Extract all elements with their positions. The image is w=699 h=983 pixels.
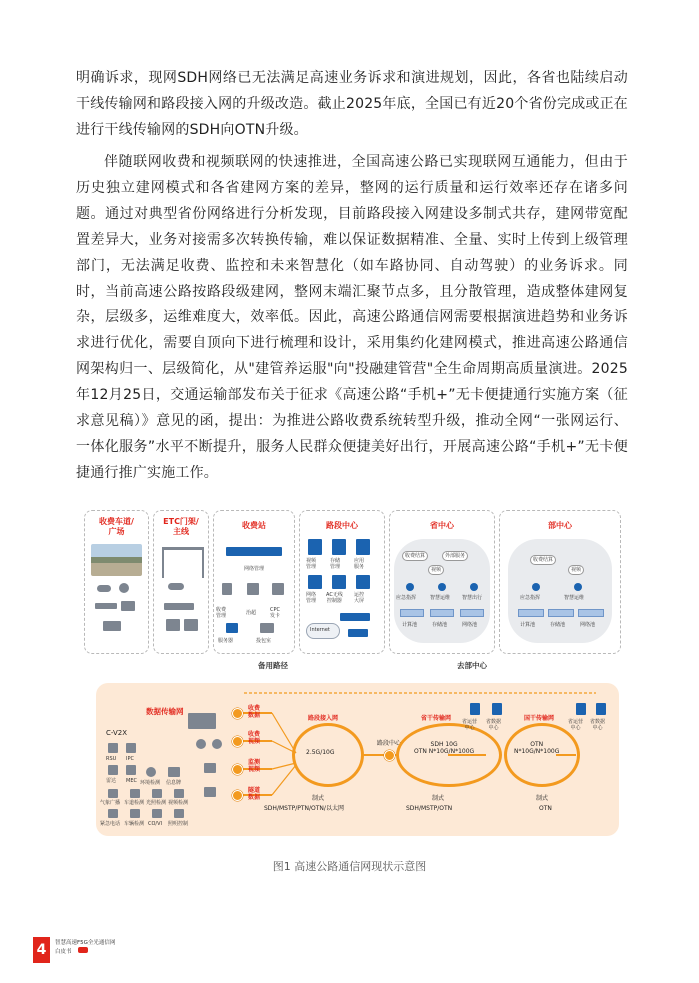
light-detect-icon <box>152 789 162 798</box>
province-smart-road-icon <box>438 583 446 591</box>
info-board-icon <box>168 767 180 777</box>
vehicle-detect2-icon <box>130 809 140 818</box>
format-ministry: OTN <box>539 805 552 812</box>
radar-icon <box>108 765 118 775</box>
to-ministry-label: 去部中心 <box>457 661 487 670</box>
projector-icon <box>260 623 274 633</box>
ministry-compute-pool-bar <box>518 609 544 617</box>
light-ctrl-label: 照明控制 <box>168 821 189 827</box>
printer-icon <box>103 621 121 631</box>
weather-icon <box>108 789 118 798</box>
ministry-center-block <box>499 510 621 654</box>
ministry-emergency-icon <box>532 583 540 591</box>
min-dc-label: 省数据 中心 <box>590 719 606 731</box>
footer-subtitle: 白皮书 <box>55 949 72 955</box>
cpc-label: CPC 发卡 <box>270 607 281 619</box>
ministry-storage-pool-bar <box>548 609 574 617</box>
info-board-label: 信息牌 <box>166 780 182 786</box>
prov-center-icon <box>470 703 480 715</box>
app-service-server-icon <box>356 539 370 555</box>
gantry-icon <box>162 547 204 578</box>
emergency-phone-label: 紧急电话 <box>100 821 121 827</box>
gantry-device-icon <box>188 713 216 729</box>
gantry-camera-icon <box>168 583 184 590</box>
etc-title-2: 主线 <box>173 527 189 536</box>
cam-a-icon <box>196 739 206 749</box>
feed-links <box>236 713 272 795</box>
province-smart-travel-label: 智慧出行 <box>462 595 483 601</box>
net-mgmt-label: 网络 管理 <box>306 592 317 604</box>
province-emergency-icon <box>406 583 414 591</box>
video-mgmt-server-icon <box>308 539 322 555</box>
min-center-label: 省运营 中心 <box>568 719 584 731</box>
light-detect-label: 光照检测 <box>146 800 167 806</box>
info-screen-label: 运控 大屏 <box>354 592 365 604</box>
app-service-label: 应用 服务 <box>354 558 365 570</box>
ministry-compute-pool: 计算池 <box>520 622 536 628</box>
node-aggregation <box>384 750 395 761</box>
ac-controller-label: AC无线 控制器 <box>326 592 343 604</box>
province-ring <box>396 723 502 787</box>
ministry-video: 视频 <box>568 565 584 575</box>
lane-title-1: 收费车道/ <box>99 517 134 526</box>
tunnel-data-label: 隧道 数据 <box>248 787 261 801</box>
etc-block <box>153 510 209 654</box>
reader-icon <box>95 603 117 609</box>
province-storage-pool-bar <box>430 609 454 617</box>
toll-video-label: 收费 视频 <box>248 731 261 745</box>
ministry-emergency-label: 应急指挥 <box>520 595 541 601</box>
ministry-backbone-label: 国干传输网 <box>524 715 555 722</box>
access-bw-label: 2.5G/10G <box>306 749 335 756</box>
node-monitor-video <box>232 764 243 775</box>
province-smart-travel-icon <box>470 583 478 591</box>
node-toll-video <box>232 736 243 747</box>
ministry-spec-label: OTN N*10G/N*100G <box>514 741 560 755</box>
core-switch-icon <box>340 613 370 621</box>
ipc-device-icon <box>126 743 136 753</box>
radar-label: 雷达 <box>106 778 117 784</box>
light-ctrl-icon <box>174 809 184 818</box>
server-label: 服务器 <box>218 638 234 644</box>
lane-title-2: 广场 <box>108 527 125 536</box>
ministry-network-pool: 网络池 <box>580 622 596 628</box>
province-smart-road-label: 智慧运维 <box>430 595 451 601</box>
env-label: 环境检测 <box>140 780 161 786</box>
prov-center-label: 省运营 中心 <box>462 719 478 731</box>
province-center-title: 省中心 <box>430 521 454 530</box>
network-mgmt-label: 网络管理 <box>243 566 264 572</box>
terminal-icon <box>121 601 135 611</box>
figure-caption: 图1 高速公路通信网现状示意图 <box>272 860 427 873</box>
min-center-icon <box>576 703 586 715</box>
section-center-block <box>299 510 385 654</box>
cam-d-icon <box>204 787 216 797</box>
audit-icon <box>247 583 259 595</box>
projector-label: 投包室 <box>256 638 272 644</box>
node-tunnel-data <box>232 790 243 801</box>
province-external: 外部服务 <box>442 551 468 561</box>
net-mgmt-server-icon <box>308 575 322 589</box>
dome-camera-icon <box>119 583 129 593</box>
cpc-icon <box>272 583 284 595</box>
cv2x-label: C-V2X <box>106 729 128 737</box>
toll-data-label: 收费 数据 <box>248 705 261 719</box>
info-screen-icon <box>356 575 370 589</box>
internet-label: Internet <box>310 627 330 633</box>
video-detect-label: 视频检测 <box>168 800 189 806</box>
province-compute-pool-bar <box>400 609 424 617</box>
ministry-network-pool-bar <box>578 609 604 617</box>
firewall-icon <box>348 629 368 637</box>
ac-controller-icon <box>332 575 346 589</box>
ministry-smart-road-icon <box>574 583 582 591</box>
body-paragraph-2: 伴随联网收费和视频联网的快速推进，全国高速公路已实现联网互通能力，但由于历史独立建网模式和各省建网方案的差异，整网的运行质量和运行效率还存在诸多问题。通过对典型省份网络进行分析发现，目前路段接入网建设多制式共存，建网带宽配置差异大，业务对接需多次转换传输，难以保证数据精准、全量、实时上传到上级管理部门，无法满足收费、监控和未来智慧化（如车路协同、自动驾驶）的业务诉求。同时，当前高速公路按路段级建网，整网末端汇聚节点多，且分散管理，造成整体建网复杂，层级多，运维难度大，效率低。因此，高速公路通信网需要根据演进趋势和业务诉求进行优化，需要自顶向下进行梳理和设计，采用集约化建网模式，推进高速公路通信网架构归一、层级简化，从"建管养运服"向"投融建管营"全生命周期高质量演进。2025年12月25日，交通运输部发布关于征求《高速公路“手机+”无卡便捷通行实施方案（征求意见稿）》意见的函，提出：为推进公路收费系统转型升级，推动全网“一张网运行、一体化服务”水平不断提升，服务人民群众便捷美好出行，开展高速公路“手机+”无卡便捷通行推广实施工作。 <box>76 154 628 481</box>
video-mgmt-label: 视频 管理 <box>306 558 317 570</box>
format-label-ministry: 制式 <box>536 795 549 802</box>
format-access: SDH/MSTP/PTN/OTN/以太网 <box>264 805 344 812</box>
video-detect-icon <box>174 789 184 798</box>
env-icon <box>146 767 156 777</box>
vehicle-detect2-label: 车辆检测 <box>124 821 145 827</box>
ministry-ring <box>504 723 580 787</box>
province-spec-label: SDH 10G OTN N*10G/N*100G <box>414 741 475 755</box>
province-network-pool-bar <box>460 609 484 617</box>
footer-logo-icon <box>78 947 88 953</box>
rsu-device-icon <box>108 743 118 753</box>
cabinet-icon <box>184 619 198 631</box>
province-emergency-label: 应急指挥 <box>396 595 417 601</box>
monitor-video-label: 监测 视频 <box>248 759 261 773</box>
etc-title-1: ETC门架/ <box>163 517 199 526</box>
controller-icon <box>166 619 180 631</box>
page-number: 4 <box>33 937 50 963</box>
body-paragraph-1: 明确诉求，现网SDH网络已无法满足高速业务诉求和演进规划，因此，各省也陆续启动干线传输网和路段接入网的升级改造。截止2025年底，全国已有近20个省份完成或正在进行干线传输网的SDH向OTN升级。 <box>76 70 628 138</box>
ministry-toll-settle: 收费结算 <box>530 555 556 565</box>
aggregation-label: 路段中心 <box>377 740 402 747</box>
cam-b-icon <box>212 739 222 749</box>
data-network-label: 数据传输网 <box>146 707 184 716</box>
province-center-block <box>389 510 495 654</box>
ministry-smart-road-label: 智慧运维 <box>564 595 585 601</box>
co-vi-label: CO/VI <box>148 821 163 827</box>
vehicle-detect-icon <box>130 789 140 798</box>
ipc-label: IPC <box>126 756 134 762</box>
format-label-access: 制式 <box>312 795 325 802</box>
ministry-storage-pool: 存储池 <box>550 622 566 628</box>
network-diagram-figure <box>84 510 619 840</box>
min-dc-icon <box>596 703 606 715</box>
cam-c-icon <box>204 763 216 773</box>
province-video: 视频 <box>428 565 444 575</box>
province-toll-settle: 收费结算 <box>402 551 428 561</box>
vehicle-detect-label: 车道检测 <box>124 800 145 806</box>
rsu-label: RSU <box>106 756 117 762</box>
lane-block <box>84 510 149 654</box>
node-toll-data <box>232 708 243 719</box>
province-storage-pool: 存储池 <box>432 622 448 628</box>
backup-path-label: 备用路径 <box>258 661 288 670</box>
toll-station-title: 收费站 <box>242 521 266 530</box>
transport-network-panel <box>96 683 619 836</box>
storage-mgmt-label: 存储 管理 <box>330 558 341 570</box>
storage-mgmt-server-icon <box>332 539 346 555</box>
toll-plaza-photo <box>91 544 142 576</box>
format-province: SDH/MSTP/OTN <box>406 805 453 812</box>
toll-mgmt-label: 收费 管理 <box>216 607 227 619</box>
prov-dc-label: 省数据 中心 <box>486 719 502 731</box>
ministry-center-title: 部中心 <box>548 521 572 530</box>
format-label-province: 制式 <box>432 795 445 802</box>
weather-label: 气象广播 <box>100 800 121 806</box>
mec-icon <box>126 765 136 775</box>
mec-label: MEC <box>126 778 137 784</box>
toll-station-block <box>213 510 295 654</box>
emergency-phone-icon <box>108 809 118 818</box>
footer-title: 智慧高速F5G全光通信网 <box>55 940 116 946</box>
co-vi-icon <box>152 809 162 818</box>
audit-label: 治超 <box>246 610 257 616</box>
rsu-icon <box>164 603 194 610</box>
province-network-pool: 网络池 <box>462 622 478 628</box>
province-compute-pool: 计算池 <box>402 622 418 628</box>
camera-icon <box>97 585 111 592</box>
access-network-label: 路段接入网 <box>308 715 339 722</box>
prov-dc-icon <box>492 703 502 715</box>
province-backbone-label: 省干传输网 <box>421 715 452 722</box>
server-icon <box>226 623 238 633</box>
network-switch-icon <box>226 547 282 556</box>
toll-mgmt-icon <box>222 583 232 595</box>
section-center-title: 路段中心 <box>326 521 358 530</box>
